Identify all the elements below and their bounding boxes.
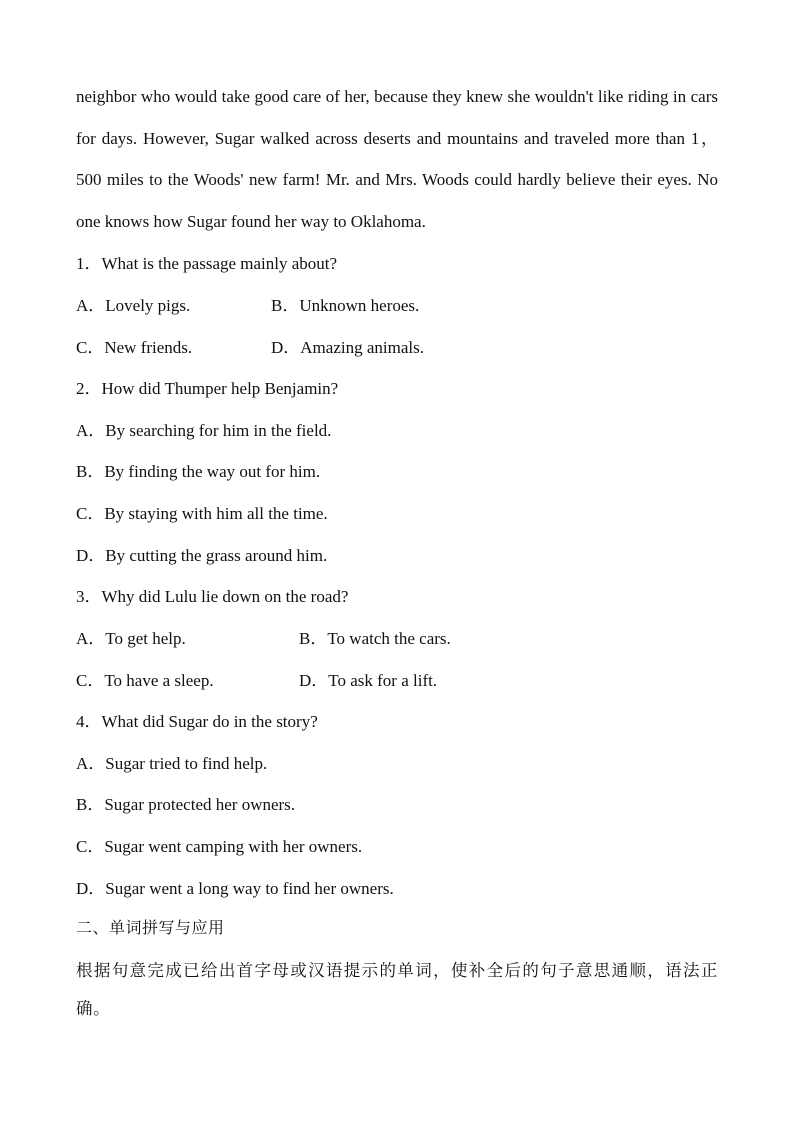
question-4-option-d: D．Sugar went a long way to find her owners. [76,879,394,898]
question-1-option-a: A．Lovely pigs. [76,296,191,315]
section-instruction: 根据句意完成已给出首字母或汉语提示的单词，使补全后的句子意思通顺，语法正确。 [76,961,718,1018]
question-3-option-a: A．To get help. [76,629,186,648]
question-4-option-b: B．Sugar protected her owners. [76,795,296,814]
question-1-option-b: B．Unknown heroes. [271,296,420,315]
question-3-option-b: B．To watch the cars. [299,629,451,648]
question-4-option-c: C．Sugar went camping with her owners. [76,837,363,856]
question-1-option-d: D．Amazing animals. [271,338,424,357]
question-3-stem: 3．Why did Lulu lie down on the road? [76,587,349,606]
question-2-stem: 2．How did Thumper help Benjamin? [76,379,339,398]
question-2-option-c: C．By staying with him all the time. [76,504,328,523]
passage-paragraph: neighbor who would take good care of her, because they knew she wouldn't like riding in cars for days. However, Sugar walked across deserts and mountains and traveled more than 1，500 miles to the Woods' new farm! Mr. and Mrs. Woods could hardly believe their eyes. No one knows how Sugar found her way to Oklahoma. [76,87,718,231]
question-1-option-c: C．New friends. [76,338,193,357]
question-3-option-d: D．To ask for a lift. [299,671,438,690]
question-2-option-a: A．By searching for him in the field. [76,421,332,440]
question-2-option-d: D．By cutting the grass around him. [76,546,328,565]
section-heading: 二、单词拼写与应用 [76,918,225,937]
question-4-option-a: A．Sugar tried to find help. [76,754,268,773]
question-1-stem: 1．What is the passage mainly about? [76,254,338,273]
question-2-option-b: B．By finding the way out for him. [76,462,321,481]
question-3-option-c: C．To have a sleep. [76,671,214,690]
question-4-stem: 4．What did Sugar do in the story? [76,712,318,731]
